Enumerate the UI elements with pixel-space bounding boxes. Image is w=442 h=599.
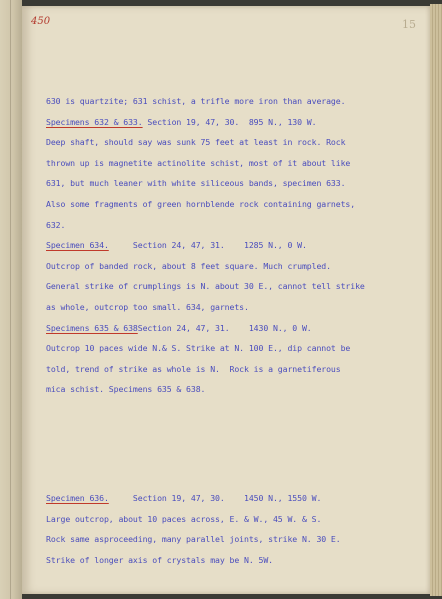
- line-text: 632.: [46, 219, 66, 230]
- bleed-line: [172, 441, 432, 456]
- line-text: Outcrop of banded rock, about 8 feet square. Much crumpled.: [46, 260, 331, 271]
- text-line: [46, 112, 426, 133]
- line-text: told, trend of strike as whole is N. Rock is a garnetiferous: [46, 363, 341, 374]
- text-line: [46, 132, 426, 153]
- line-text: 631, but much leaner with white siliceous bands, specimen 633.: [46, 178, 346, 189]
- line-text: Rock same asproceeding, many parallel joints, strike N. 30 E.: [46, 534, 341, 545]
- line-text: as whole, outcrop too small. 634, garnets.: [46, 301, 249, 312]
- line-text: mica schist. Specimens 635 & 638.: [46, 384, 206, 395]
- bleed-line: [172, 426, 432, 441]
- text-line: [46, 91, 426, 112]
- specimen-heading: Specimens 635 & 638: [46, 322, 138, 333]
- text-line: [46, 509, 426, 530]
- line-text: Section 24, 47, 31. 1430 N., 0 W.: [137, 322, 312, 333]
- line-text: Large outcrop, about 10 paces across, E. & W., 45 W. & S.: [46, 513, 322, 524]
- line-text: Deep shaft, should say was sunk 75 feet at least in rock. Rock: [46, 137, 346, 148]
- bleed-line: [172, 411, 432, 426]
- text-line: [46, 359, 426, 380]
- line-text: Section 24, 47, 31. 1285 N., 0 W.: [108, 240, 307, 251]
- text-line: [46, 488, 426, 509]
- specimen-heading: Specimen 634.: [46, 240, 109, 251]
- text-line: [46, 173, 426, 194]
- text-line: [46, 338, 426, 359]
- text-line: [46, 379, 426, 400]
- spine-line: [10, 0, 11, 599]
- text-line: [46, 550, 426, 571]
- notebook-spine: [0, 0, 22, 599]
- typed-notes-block-2: [46, 488, 426, 570]
- text-line: [46, 235, 426, 256]
- corner-mark: 15: [402, 18, 416, 31]
- line-text: Section 19, 47, 30. 895 N., 130 W.: [142, 116, 317, 127]
- typed-notes-block-1: [46, 91, 426, 400]
- line-text: Outcrop 10 paces wide N.& S. Strike at N. 100 E., dip cannot be: [46, 343, 351, 354]
- line-text: Section 19, 47, 30. 1450 N., 1550 W.: [108, 493, 322, 503]
- text-line: [46, 153, 426, 174]
- page-number: 450: [31, 16, 51, 27]
- page-edges: [430, 4, 442, 596]
- text-line: [46, 297, 426, 318]
- line-text: 630 is quartzite; 631 schist, a trifle more iron than average.: [46, 96, 346, 106]
- line-text: Strike of longer axis of crystals may be N. 5W.: [46, 554, 273, 565]
- paper-page: [22, 6, 430, 594]
- line-text: thrown up is magnetite actinolite schist, most of it about like: [46, 157, 351, 168]
- text-line: [46, 529, 426, 550]
- text-line: [46, 318, 426, 339]
- line-text: General strike of crumplings is N. about 30 E., cannot tell strike: [46, 281, 365, 292]
- text-line: [46, 194, 426, 215]
- bleed-through-text: [172, 396, 432, 456]
- text-line: [46, 256, 426, 277]
- specimen-heading: Specimens 632 & 633.: [46, 116, 143, 127]
- text-line: [46, 215, 426, 236]
- specimen-heading: Specimen 636.: [46, 493, 109, 503]
- line-text: Also some fragments of green hornblende rock containing garnets,: [46, 198, 356, 209]
- text-line: [46, 276, 426, 297]
